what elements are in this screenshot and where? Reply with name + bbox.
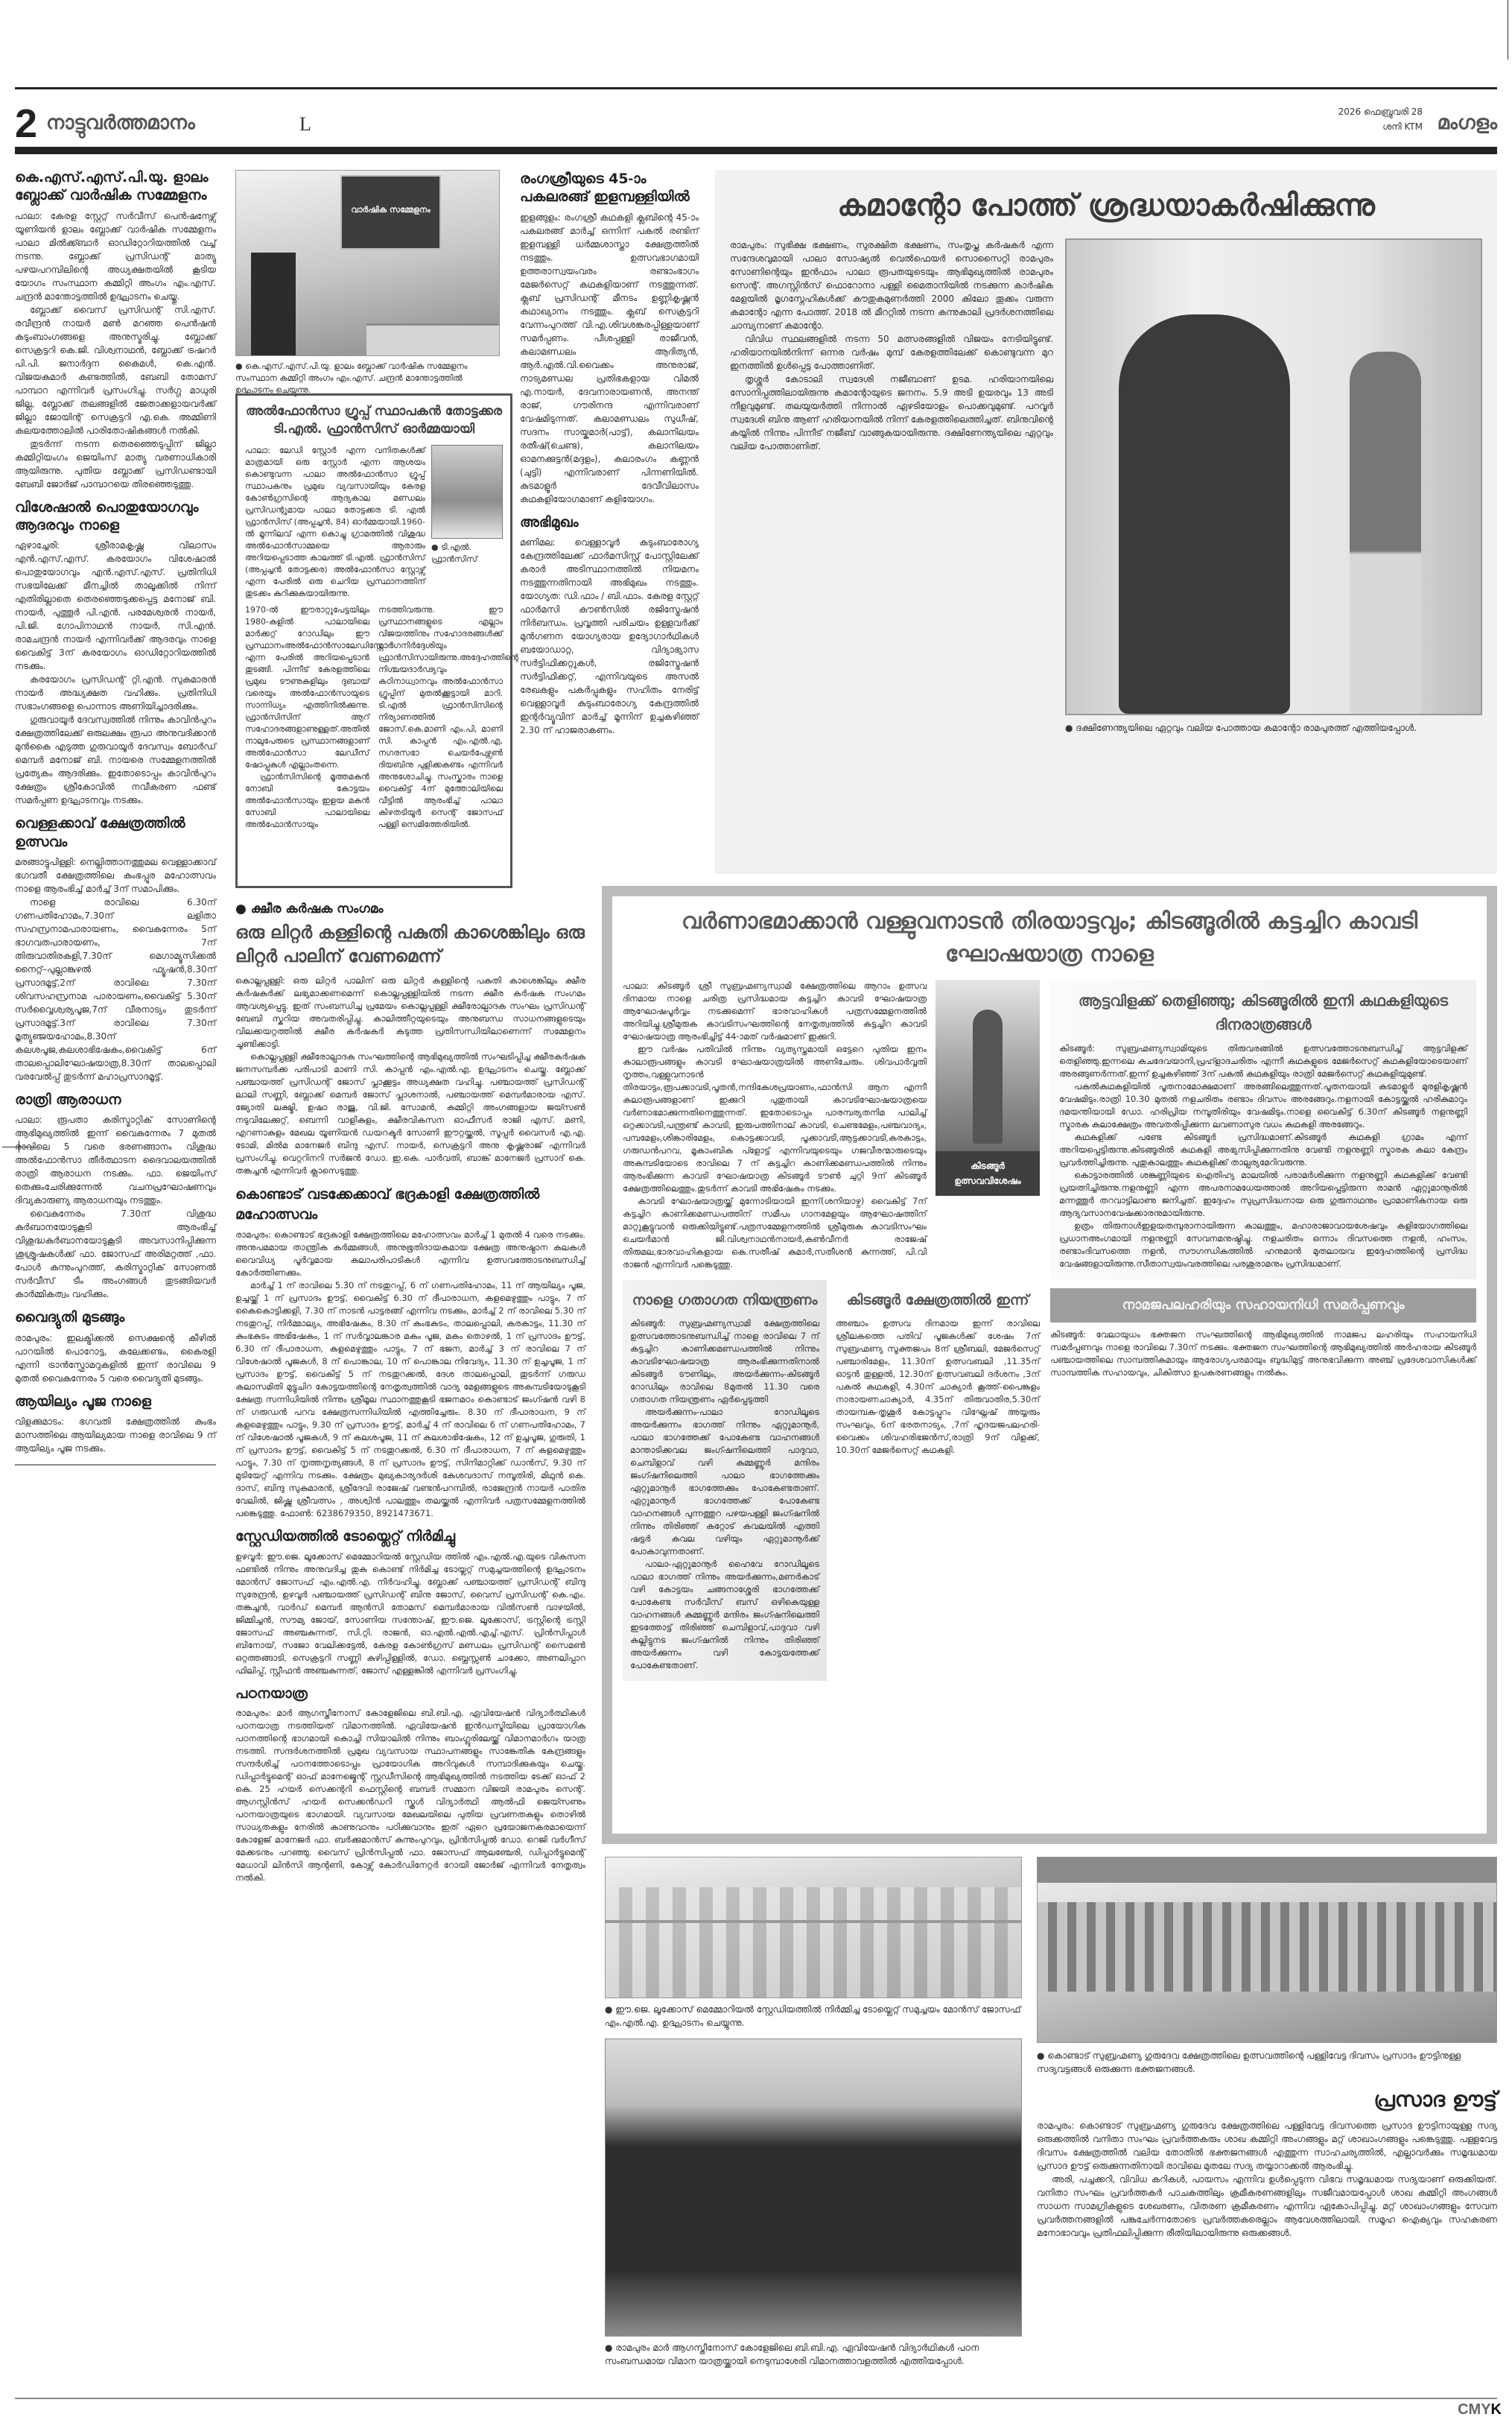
article-body (235, 1707, 585, 1884)
aattavilakku-box (1050, 980, 1476, 1279)
headline: പ്രസാദ ഊട്ട് (1373, 2087, 1497, 2112)
headline: ഒരു ലിറ്റർ കള്ളിന്റെ പകുതി കാശെങ്കിലും ഒരു ലിറ്റർ പാലിന് വേണമെന്ന് (235, 922, 585, 966)
buffalo-photo (1065, 238, 1482, 715)
meeting-photo (235, 170, 500, 356)
paragraph: അയർക്കുന്നം-പാലാ റോഡിലൂടെ അയർക്കുന്നം ഭാഗത്ത് നിന്നും ഏറ്റുമാനൂർ, പാലാ ഭാഗത്തേക്ക് പോകേണ്ട വാഹനങ്ങൾ മാന്താടിക്കവല ജംഗ്ഷനിലെത്തി പാദുവാ, ചെമ്പിളാവ് വഴി കുമ്മണ്ണൂർ മന്ദിരം ജംഗ്ഷനിലെത്തി പാലാ ഭാഗത്തേക്കും ഏറ്റുമാനൂർ ഭാഗത്തേക്കും പോകേണ്ടതാണ്. ഏറ്റുമാനൂർ ഭാഗത്തേക്ക് പോകേണ്ട വാഹനങ്ങൾ പുന്നത്തുറ പഴയപള്ളി ജംഗ്ഷനിൽ നിന്നും തിരിഞ്ഞ് കറ്റോട് കവലയിൽ എത്തി ഷട്ടർ കവല വഴിയും ഏറ്റുമാനൂർക്ക് പോകാവുന്നതാണ്. (630, 1407, 819, 1556)
edition-letter: L (299, 113, 311, 135)
deity-figure (973, 1010, 1003, 1144)
paragraph: തൃശ്ശൂർ കോടാലി സ്വദേശി നജീബാണ് ഉടമ. ഹരിയാനയിലെ സോനിപ്പത്തിലായിരുന്നു കമാന്റോയുടെ ജനനം. 5.9 അടി ഉയരവും 13 അടി നീളവുമുണ്ട്. തലയുയർത്തി നിന്നാൽ ഏഴടിയോളം പൊക്കവുമുണ്ട്. പറവൂർ സ്വദേശി ബിനു ആണ് ഹരിയാനയിൽ നിന്ന് കേരളത്തിലെത്തിച്ചത്. ബിനുവിന്റെ കയ്യിൽ നിന്നും പിന്നീട് നജീബ് വാങ്ങുകയായിരുന്നു. ദക്ഷിണേന്ത്യയിലെ ഏറ്റവും വലിയ പോത്താണിത്. (730, 374, 1053, 452)
kshethrathil-innu (836, 1280, 1040, 1681)
headline: കമാന്റോ പോത്ത് ശ്രദ്ധയാകർഷിക്കുന്നു (837, 189, 1375, 223)
paragraph: പാലാ: ലേഡി സ്റ്റോർ എന്ന വനിതകൾക്ക് മാത്രമായി ഒരു സ്റ്റോർ എന്ന ആശയം കൊണ്ടുവന്ന പാലാ അൽഫോൻസാ ഗ്രൂപ്പ് സ്ഥാപകനും പ്രമുഖ വ്യവസായിയും കേരള കോൺഗ്രസിന്റെ ആദ്യകാല മണ്ഡലം പ്രസിഡന്റുമായ പാലാ തോട്ടക്കര ടി. എൽ ഫ്രാൻസിസ് (അപ്പച്ചൻ, 84) ഓർമ്മയായി.1960-ൽ മൂന്നിലവ് എന്ന കൊച്ചു ഗ്രാമത്തിൽ വിശുദ്ധ അൽഫോൻസാമ്മയെ ആരാരും അറിയപ്പെടാത്ത കാലത്ത് ടി.എൽ. ഫ്രാൻസിസ് (അപ്പച്ചൻ തോട്ടക്കര) അൽഫോൻസാ സ്റ്റോഴ്സ് എന്ന പേരിൽ ഒരു ചെറിയ പ്രസ്ഥാനത്തിന് തുടക്കം കുറിക്കുകയായിരുന്നു. (245, 445, 425, 598)
article-body (630, 1317, 819, 1672)
article-body (245, 445, 425, 600)
portrait-photo (431, 445, 503, 539)
article-body (15, 209, 216, 491)
paragraph: കിടങ്ങൂർ: വേലായുധം ഭക്തജന സംഘത്തിന്റെ ആഭിമുഖ്യത്തിൽ നാമജപ ലഹരിയും സഹായനിധി സമർപ്പണവും നാളെ രാവിലെ 7.30ന് നടക്കും. ഭക്തജന സംഘത്തിന്റെ ആഭിമുഖ്യത്തിൽ അർഹരായ കിടങ്ങൂർ പഞ്ചായത്തിലെ സാമ്പത്തികമായും ആരോഗ്യപരമായും ബുദ്ധിമുട്ട് അനുഭവിക്കുന്ന അഞ്ച് പ്രദേശവാസികൾക്ക് സാമ്പത്തിക സഹായവും, ചികിത്സാ ഉപകരണങ്ങളും നൽകും. (1050, 1329, 1476, 1378)
paragraph: പാലാ: കിടങ്ങൂർ ശ്രീ സുബ്രഹ്മണ്യസ്വാമി ക്ഷേത്രത്തിലെ ആറാം ഉത്സവ ദിനമായ നാളെ ചരിത്ര പ്രസിദ്ധമായ കട്ടച്ചിറ കാവടി ഘോഷയാത്ര ആഘോഷപൂർവ്വം നടക്കുമെന്ന് ഭാരവാഹികൾ പത്രസമ്മേളനത്തിൽ അറിയിച്ചു.ശ്രീമുരുക കാവടിസംഘത്തിന്റെ നേതൃത്വത്തിൽ കട്ടച്ചിറ കാവടി ഘോഷയാത്ര ആരംഭിച്ചിട്ട് 44-ാമത് വർഷമാണ് ഇക്കുറി. (623, 981, 927, 1042)
commando-row (730, 238, 1482, 735)
paragraph: ഉത്രം തിരുനാൾഇളയതമ്പുരാനായിരുന്ന കാലത്തും, മഹാരാജാവായശേഷവും കളിയോഗത്തിലെ പ്രധാനഅംഗമായി നളനുണ്ണി സേവനമനുഷ്ഠിച്ചു. നളചരിതം ഒന്നാം ദിവസത്തെ നളൻ, ഹംസം, രണ്ടാംദിവസത്തെ നളൻ, സൗഗന്ധികത്തിൽ ഹനുമാൻ മുതലായവ ഇദ്ദേഹത്തിന്റെ പ്രസിദ്ധ വേഷങ്ങളായിരുന്നു.സീതാസ്വയംവരത്തിലെ പരശുരാമനും പ്രസിദ്ധമാണ്. (1059, 1220, 1467, 1269)
day-edition: ശനി KTM (1382, 121, 1423, 132)
headline: ആട്ടവിളക്ക് തെളിഞ്ഞു; കിടങ്ങൂരിൽ ഇനി കഥകളിയുടെ ദിനരാത്രങ്ങൾ (1078, 992, 1449, 1033)
paragraph: അരി, പച്ചക്കറി, വിവിധ കറികൾ, പായസം എന്നിവ ഉൾപ്പെടുന്ന വിഭവ സമൃദ്ധമായ സദ്യയാണ് ഒരുക്കിയത്. വനിതാ സംഘം പ്രവർത്തകർ പാചകത്തിലും ക്രമീകരണങ്ങളിലും സജീവമായപ്പോൾ ശാഖ കമ്മിറ്റി അംഗങ്ങൾ സാധന സാമഗ്രികളുടെ ശേഖരണം, വിതരണ ക്രമീകരണം എന്നിവ ഏകോപിപ്പിച്ചു. മറ്റ് ശാഖാംഗങ്ങളും സേവന പ്രവർത്തനങ്ങളിൽ പങ്കുചേർന്നതോടെ പ്രവർത്തകരെല്ലാം ആവേശത്തിലായി. സമൂഹ ഐക്യവും സഹകരണ മനോഭാവവും പ്രതിഫലിപ്പിക്കുന്ന രീതിയിലായിരുന്നു ഒരുക്കങ്ങൾ. (1037, 2173, 1497, 2238)
paragraph: വിളക്കുമാടം: ഭഗവതി ക്ഷേത്രത്തിൽ കുംഭം മാസത്തിലെ ആയില്യമായ നാളെ രാവിലെ 9 ന് ആയില്യം പൂജ നടക്കും. (15, 1416, 216, 1454)
article-body (836, 1317, 1040, 1457)
article-body (520, 211, 699, 506)
article-body (1059, 1042, 1467, 1270)
headline: വർണാഭമാക്കാൻ വള്ളുവനാടൻ തിരയാട്ടവും; കിടങ്ങൂരിൽ കട്ടച്ചിറ കാവടി ഘോഷയാത്ര നാളെ (682, 908, 1417, 967)
paragraph: കഥകളിക്ക് പണ്ടേ കിടങ്ങൂർ പ്രസിദ്ധമാണ്.കിടങ്ങൂർ കഥകളി ഗ്രാമം എന്ന് അറിയപ്പെട്ടിരുന്നു.കിടങ്ങൂരിൽ കഥകളി അഭ്യസിപ്പിക്കുന്നതിനു വേണ്ടി നളനുണ്ണി സ്മാരക കലാ കേന്ദ്രം പ്രവർത്തിച്ചിരുന്നു. പുതുകാലത്തും കഥകളിക്ക് താല്പര്യമേറിവരുന്നു. (1059, 1132, 1467, 1168)
commando-box (715, 170, 1497, 874)
paragraph: ഈ വർഷം പതിവിൽ നിന്നും വ്യത്യസ്തമായി ഒട്ടേറെ പുതിയ ഇനം കാലാരൂപങ്ങളും കാവടി ഘോഷയാത്രയിൽ അണിചേരും. ശിവപാർവ്വതി നൃത്തം,വള്ളുവനാടൻ തിരയാട്ടം,രൂപക്കാവടി,പൂതൻ,നന്ദികേശപ്രയാണം,ഫാൻസി ആന എന്നീ കലാരൂപങ്ങളാണ് ഇക്കുറി പുതുതായി കാവടിഘോഷയാത്രയെ വർണാഭമാക്കുന്നതിനെത്തുന്നത്. ഇതോടൊപ്പം പാരമ്പര്യതനിമ പാലിച്ച് ഒറ്റക്കാവടി,പന്ത്രണ്ട് കാവടി, ഇരുപത്തിനാല് കാവടി, ചെണ്ടമേളം,പഞ്ചവാദ്യം, പമ്പമേളം,ശിങ്കാരിമേളം, കൊട്ടക്കാവടി, പൂക്കാവടി,ആട്ടക്കാവടി,കരകാട്ടം, ഗരുഡൻപറവ, മൂകാംബിക പ്ളോട്ട് എന്നിവയുടെയും ഗജവീരന്മാരുടെയും അകമ്പടിയോടെ രാവിലെ 7 ന് കട്ടച്ചിറ കാണിക്കമണ്ഡപത്തിൽ നിന്നും ആരംഭിക്കുന്ന കാവടി ഘോഷയാത്ര കിടങ്ങൂർ ടൗൺ ചുറ്റി 9ന് കിടങ്ങൂർ ക്ഷേത്രത്തിലെത്തും.തുടർന്ന് കാവടി അഭിഷേകം നടക്കും. (623, 1044, 927, 1194)
article-rangasree (520, 170, 699, 506)
article-kondad (235, 1185, 585, 1520)
podium (251, 253, 296, 355)
headline: വെള്ളക്കാവ് ക്ഷേത്രത്തിൽ ഉത്സവം (15, 815, 185, 850)
meeting-photo-caption: ● കെ.എസ്.എസ്.പി.യു. ളാലം ബ്ലോക്ക് വാർഷിക സമ്മേളനം സംസ്ഥാന കമ്മിറ്റി അംഗം എം.എസ്. ചന്ദ്രൻ മാന്തോട്ടത്തിൽ ഉദ്ഘാടനം ചെയ്യുന്നു. (235, 361, 502, 396)
headline: കൊണ്ടാട് വടക്കേക്കാവ് ഭദ്രകാളി ക്ഷേത്രത്തിൽ മഹോത്സവം (235, 1186, 540, 1223)
paragraph: വൈകുന്നേരം 7.30ന് വിശുദ്ധ കുർബാനയോടുകൂടി ആരംഭിച്ച് വിശുദ്ധകുർബാനയോടുകൂടി അവസാനിപ്പിക്കുന്ന ശുശ്രൂഷകൾക്ക് ഫാ. ജോസഫ് അരിമറ്റത്ത് ,ഫാ. പോൾ കുന്നുംപുറത്ത്, കരിസ്മാറ്റിക് സോണൽ സർവീസ് ടീം അംഗങ്ങൾ തുടങ്ങിയവർ കാർമ്മികത്വം വഹിക്കും. (15, 1209, 216, 1300)
buffalo-caption: ● ദക്ഷിണേന്ത്യയിലെ ഏറ്റവും വലിയ പോത്തായ കമാന്റോ രാമപുരത്ത് എത്തിയപ്പോൾ. (1065, 721, 1482, 735)
kidangoor-lower-row (623, 1280, 1040, 1681)
paragraph: രാമപുരം: കൊണ്ടാട് സുബ്രഹ്മണ്യ ഗുരുദേവ ക്ഷേത്രത്തിലെ പള്ളിവേട്ട ദിവസത്തെ പ്രസാദ ഊട്ടിനായുള്ള സദ്യ ഒരുക്കത്തിൽ വനിതാ സംഘം പ്രവർത്തകരും ശാഖ കമ്മിറ്റി അംഗങ്ങളും മറ്റ് ശാഖാംഗങ്ങളും പങ്കെടുത്തു. പള്ളവേട്ട ദിവസം ക്ഷേത്രത്തിൽ വലിയ തോതിൽ ഭക്തജനങ്ങൾ എത്തുന്ന സാഹചര്യത്തിൽ, എല്ലാവർക്കും സമൃദ്ധമായ പ്രസാദ ഊട്ട് ഒരുക്കുന്നതിനായി രാവിലെ മുതലേ സദ്യ തയ്യാറാക്കൽ ആരംഭിച്ചു. (1037, 2120, 1497, 2171)
paragraph: കൊട്ടാരത്തിൽ ശങ്കുണ്ണിയുടെ ഐതിഹ്യ മാലയിൽ പരാമർശിക്കുന്ന നളനുണ്ണി കഥകളിക്ക് വേണ്ടി പ്രയത്നിച്ചിരുന്നു.നളനുണ്ണി എന്ന അപരനാമധേയത്താൽ അറിയപ്പെട്ടിരുന്ന രാമൻ ഏറ്റുമാനൂരിൽ മന്നത്തൂർ തറവാട്ടിലാണു ജനിച്ചത്. ഇദ്ദേഹം സുപ്രസിദ്ധനായ ഒരു ഗുരുനാഥനും പ്രാമാണികനായ ഒരു ആദ്യവസാനവേഷക്കാരനുമായിരുന്നു. (1059, 1170, 1467, 1218)
portrait-caption: ● ടി.എൽ. ഫ്രാൻസിസ് (431, 542, 503, 566)
brand-logo: മംഗളം (1437, 112, 1497, 134)
paragraph: കരയോഗം പ്രസിഡന്റ് റ്റി.എൻ. സുകുമാരൻ നായർ അദ്ധ്യക്ഷത വഹിക്കും. പ്രതിനിധി സഭാംഗങ്ങളെ പൊന്നാട അണിയിച്ചാദരിക്കും. (15, 674, 216, 712)
buffalo-column (1065, 238, 1482, 735)
kidangoor-box (612, 896, 1487, 1834)
headline: സ്റ്റേഡിയത്തിൽ ടോയ്ലെറ്റ് നിർമിച്ചു (235, 1528, 456, 1545)
paragraph: മരങ്ങാട്ടുപിള്ളി: നെല്ലിത്താനത്തുമല വെള്ളാക്കാവ് ഭഗവതീ ക്ഷേത്രത്തിലെ കുംഭപ്പൂര മഹോത്സവം നാളെ ആരംഭിച്ച് മാർച്ച് 3ന് സമാപിക്കും. (15, 856, 216, 894)
paragraph: ഫ്രാൻസിസിന്റെ മൂത്തമകൻ നോബി കോട്ടയം അൽഫോൻസായും ഇളയ മകൻ സോബി പാലായിലെ അൽഫോൻസായും നടത്തിവരുന്നു. ഈ പ്രസ്ഥാനങ്ങളുടെ എല്ലാം വിജയത്തിനും സഹോദരങ്ങൾക്ക് മാർഗനിർദ്ദേശിയും ഫ്രാൻസിസായിരുന്നു.അദ്ദേഹത്തിന്റെ നിശ്ചയദാർഢ്യവും കഠിനാധ്വാനവും അൽഫോൻസാ ഗ്രൂപ്പിന് മുതൽക്കൂട്ടായി മാറി. ടി.എൽ ഫ്രാൻസിസിന്റെ നിര്യാണത്തിൽ ജോസ്.കെ.മാണി എം.പി, മാണി സി. കാപ്പൻ എം.എൽ.എ, നഗരസഭാ ചെയർപേഴ്സൺ ദിയബിനു പുളിക്കകണ്ടം എന്നിവർ അനുശോചിച്ചു. സംസ്കാരം നാളെ വൈകിട്ട് 4ന് മുത്തോലിയിലെ വീട്ടിൽ ആരംഭിച്ച് പാലാ കിഴതടിയൂർ സെന്റ് ജോസഫ് പള്ളി സെമിത്തേരിയിൽ. (245, 604, 519, 829)
people-row (1038, 1902, 1496, 1992)
article-prasada (1037, 2086, 1497, 2240)
paragraph: പകൽകഥകളിയിൽ പൂതനാമോക്ഷമാണ് അരങ്ങിലെത്തുന്നത്.പൂതനയായി കുടമാളൂർ മുരളികൃഷ്ണൻ വേഷമിടും.രാത്രി 10.30 മുതൽ നളചരിതം രണ്ടാം ദിവസം അരങ്ങേറും.നളനായി കോട്ടയ്ക്കൽ ഹരികുമാറും ദമയന്തിയായി ഡോ. ഹരിപ്രിയ നമ്പൂതിരിയും വേഷമിടും.നാളെ വൈകിട്ട് 6.30ന് കിടങ്ങൂർ നളനുണ്ണി സ്മാരക കലാക്ഷേത്രം അവതരിപ്പിക്കുന്ന ലവണാസുര വധം കഥകളി അരങ്ങേറും. (1059, 1081, 1467, 1130)
portrait-column (431, 445, 503, 600)
paragraph: നാളെ രാവിലെ 6.30ന് ഗണപതിഹോമം,7.30ന് ലളിതാ സഹസ്രനാമപാരായണം, വൈകുന്നേരം 5ന് ഭാഗവതപാരായണം, 7ന് തിരുവാതിരകളി,7.30ന് മെഗാമ്യൂസിക്കൽ നൈറ്റ്–പുല്ലാങ്കുഴൽ ഫ്യൂഷൻ,8.30ന് പ്രസാദമൂട്ട്,2ന് രാവിലെ 7.30ന് ശിവസഹസ്രനാമ പാരായണം,വൈകിട്ട് 5.30ന് സർവ്വൈശ്വര്യപൂജ,7ന് വീരനാട്യം തുടർന്ന് പ്രസാദമൂട്ട്.3ന് രാവിലെ 7.30ന് മൃത്യുഞ്ജയഹോമം,8.30ന് കലശപൂജ,കലശാഭിഷേകം,വൈകിട്ട് 6ന് താലപ്പൊലിഘോഷയാത്ര,8.30ന് താലപ്പൊലി വരവേൽപ്പ് തുടർന്ന് മഹാപ്രസാദമൂട്ട്. (15, 896, 216, 1082)
paragraph: രാമപുരം: സുഭിക്ഷ ഭക്ഷണം, സുരക്ഷിത ഭക്ഷണം, സംതൃപ്ത കർഷകർ എന്ന സന്ദേശവുമായി പാലാ സോഷ്യൽ വെൽഫെയർ സൊസൈറ്റി രാമപുരം സോണിന്റെയും ഇൻഫാം പാലാ രൂപതയുടെയും ആഭിമുഖ്യത്തിൽ രാമപുരം സെന്റ്. അഗസ്റ്റിൻസ് ഫൊറോനാ പള്ളി മൈതാനിയിൽ നടക്കുന്ന കാർഷിക മേളയിൽ മൃഗസ്നേഹികൾക്ക് കൗതുകമുണർത്തി 2000 കിലോ തൂക്കം വരുന്ന കമാന്റോ എന്ന പോത്ത്. 2018 ൽ മീററ്റിൽ നടന്ന കന്നുകാലി പ്രദർശനത്തിലെ ചാമ്പ്യനാണ് കമാന്റോ. (730, 240, 1053, 331)
paragraph: വിവിധ സ്ഥലങ്ങളിൽ നടന്ന 50 മത്സരങ്ങളിൽ വിജയം നേടിയിട്ടുണ്ട്. ഹരിയാനയിൽനിന്ന് ഒന്നര വർഷം മുമ്പ് കേരളത്തിലേക്ക് കൊണ്ടുവന്ന മുറ ഇനത്തിൽ ഉൾപ്പെട്ട പോത്താണിത്. (730, 334, 1053, 371)
cmy-mark: CMY (1458, 2401, 1491, 2418)
paragraph: മാർച്ച് 1 ന് രാവിലെ 5.30 ന് നടതുറപ്പ്, 6 ന് ഗണപതിഹോമം, 11 ന് ആയില്യം പൂജ, ഉച്ചയ്ക്ക് 1 ന് പ്രസാദം ഊട്ട്, വൈകിട്ട് 6.30 ന് ദീപാരാധന, കളമെഴുത്തും പാട്ടും, 7 ന് കൈകൊട്ടിക്കളി, 7.30 ന് നാടൻ പാട്ടരങ്ങ് എന്നിവ നടക്കും, മാർച്ച് 2 ന് രാവിലെ 5.30 ന് നടതുറപ്പ്, നിർമ്മാല്യം, അഭിഷേകം, 8.30 ന് കുംഭകുടം, താലപ്പൊലി, കരകാട്ടം, 11.30 ന് കുംഭകുടം അഭിഷേകം, 1 ന് സർവ്വാലങ്കാര മകം പൂജ, മകം തൊഴൽ, 1 ന് പ്രസാദം ഊട്ട്, 6.30 ന് ദീപാരാധന, കളമെഴുത്തും പാട്ടും, 7 ന് ഭജന, മാർച്ച് 3 ന് രാവിലെ 7 ന് വിശേഷാൽ പൂജകൾ, 8 ന് പൊങ്കാല, 10 ന് പൊങ്കാല നിവേദ്യം, 11.30 ന് ഉച്ചപൂജ, 1 ന് പ്രസാദം ഊട്ട്, വൈകിട്ട് 5 ന് നടതുറക്കൽ, ദേശ താലപ്പൊലി, തുടർന്ന് ഗരുഡ കലാസമിതി മുട്ടുചിറ കോട്ടയത്തിന്റെ നേതൃത്വത്തിൽ വാദ്യ മേളങ്ങളുടെ അകമ്പടിയോടുകൂടി ക്ഷേത്ര സന്നിധിയിൽ നിന്നും ശ്രീമൂല സ്ഥാനത്തുകൂടി ഭജനമഠം കൊണ്ടാട് ജംഗ്ഷൻ വഴി 8 ന് ഗരുഡൻ പറവ ക്ഷേത്രസന്നിധിയിൽ എത്തിച്ചേരും. 8.30 ന് ദീപാരാധന, 9 ന് കളമെഴുത്തും പാട്ടും, 9.30 ന് പ്രസാദം ഊട്ട്, മാർച്ച് 4 ന് രാവിലെ 6 ന് ഗണപതിഹോമം, 7 ന് വിശേഷാൽ പൂജകൾ, 9 ന് കലശപൂജ, 11 ന് കലശാഭിഷേകം, 12 ന് ഉച്ചപൂജ, ഗുരുതി, 1 ന് പ്രസാദം ഊട്ട്, വൈകിട്ട് 5 ന് നടതുറക്കൽ, 6.30 ന് ദീപാരാധന, 7 ന് കളമെഴുത്തും പാട്ടും, 7.30 ന് നൃത്തനൃത്യങ്ങൾ, 8 ന് പ്രസാദം ഊട്ട്, സിനിമാറ്റിക്ക് ഡാൻസ്, 9.30 ന് മുടിയേറ്റ് എന്നിവ നടക്കും. ക്ഷേത്രം മുഖ്യകാര്യദർശി കേശവദാസ് നമ്പൂതിരി, മിഥുൻ കെ. ദാസ്, ബിന്ദു സുകുമാരൻ, ശ്രീദേവി രാജേഷ് വണ്ടൻപറമ്പിൽ, രാജേന്ദ്രൻ നായർ പാതിര വേലിൽ, ജിഷ്ണു ശ്രീവത്സം , അശ്വിൻ പാലത്തും തലയ്ക്കൽ എന്നിവർ പത്രസമ്മേളനത്തിൽ പങ്കെടുത്തു. ഫോൺ: 6238679350, 8921473671. (235, 1280, 585, 1519)
man-figure (1350, 352, 1421, 714)
paragraph: 1970-ൽ ഈരാറ്റുപേട്ടയിലും 1980-കളിൽ പാലായിലെ മാർക്കറ്റ് റോഡിലും ഈ പ്രസ്ഥാനംഅൽഫോൻസാലേഡിസ്റ്റോർ എന്ന പേരിൽ അറിയപ്പെടാൻ തുടങ്ങി. പിന്നീട് കേരളത്തിലെ പ്രമുഖ ടൗണുകളിലും ദുബായ് വരെയും അൽഫോൻസായുടെ സാന്നിധ്യം എത്തിനിൽക്കുന്നു. ഫ്രാൻസിസിന് ആറ് സഹോദരങ്ങളാണുള്ളത്.അതിൽ നാലുപേരുടെ പ്രസ്ഥാനങ്ങളാണ് അൽഫോൻസാ ലേഡീസ് ഷോപ്പുകൾ എല്ലാംതന്നെ. (245, 604, 394, 770)
kidangoor-side (1050, 980, 1476, 1681)
cmyk-color-bar (1458, 2401, 1502, 2419)
article-body (1050, 1328, 1476, 1379)
article-body (730, 238, 1053, 735)
paragraph: രാമപുരം: ഇലക്ട്രിക്കൽ സെക്ഷന്റെ കീഴിൽ പാറയിൽ പൊറോട്ട, കലേക്കണ്ടം, കൈരളി എന്നി ട്രാൻസ്ഫോമറുകളിൽ ഇന്ന് രാവിലെ 9 മുതൽ വൈകുന്നേരം 5 വരെ വൈദ്യുതി മുടങ്ങും. (15, 1332, 216, 1384)
article-body (15, 1415, 216, 1455)
kidangoor-grid (623, 980, 1476, 1681)
paragraph: തുടർന്ന് നടന്ന തെരഞ്ഞെടുപ്പിന് ജില്ലാ കമ്മിറ്റിയംഗം ജെയിംസ് മാത്യു വരണാധികാരി ആയിരുന്നു. പുതിയ ബ്ലോക്ക് പ്രസിഡണ്ടായി ബേബി ജോർജ് പാമ്പാറയെ തിരഞ്ഞെടുത്തു. (15, 438, 216, 490)
buffalo-figure (1119, 314, 1290, 714)
sadya-photo (1037, 1857, 1497, 2043)
article-body (235, 975, 585, 1177)
paragraph: കിടങ്ങൂർ: സുബ്രഹ്മണ്യസ്വാമി ക്ഷേത്രത്തിലെ ഉത്സവത്തോടനുബന്ധിച്ച് നാളെ രാവിലെ 7 ന് കട്ടച്ചിറ കാണിക്കമണ്ഡപത്തിൽ നിന്നും കാവടിഘോഷയാത്ര ആരംഭിക്കുന്നതിനാൽ കിടങ്ങൂർ ടൗണിലും, അയർക്കുന്നം-കിടങ്ങൂർ റോഡിലും രാവിലെ 8മുതൽ 11.30 വരെ ഗതാഗത നിയന്ത്രണം ഏർപ്പെടുത്തി (630, 1318, 819, 1404)
masthead-bar (15, 147, 1497, 154)
crowd (606, 1887, 1021, 1998)
kidangoor-photo-label: കിടങ്ങൂർ ഉത്സവവിശേഷം (936, 1151, 1040, 1196)
kidangoor-photo-column (936, 980, 1040, 1271)
airport-photo-caption: ● രാമപുരം മാർ ആഗസ്തീനോസ് കോളേജിലെ ബി.ബി.എ. ഏവിയേഷൻ വിദ്യാർഥികൾ പഠന സംബന്ധമായ വിമാന യാത്രയ്ക്കായി നെടുമ്പാശേരി വിമാനത്താവളത്തിൽ എത്തിയപ്പോൾ. (605, 2341, 1022, 2368)
paragraph: കാവടി ഘോഷയാത്രയ്ക്ക് മുന്നോടിയായി ഇന്ന്(ശനിയാഴ്ച) വൈകിട്ട് 7ന് കട്ടച്ചിറ കാണിക്കമണ്ഡപത്തിന് സമീപം ഗാനമേളയും ആഘോഷത്തിന് മാറ്റുകൂട്ടുവാൻ ഒരുക്കിയിട്ടുണ്ട്.പത്രസമ്മേളനത്തിൽ ശ്രീമുരുക കാവടിസംഘം ചെയർമാൻ ജി.വിശ്വനാഥൻനായർ,കൺവീനർ രാജേഷ് തിരുമല,ഭാരവാഹികളായ കെ.സതീഷ് കുമാർ,സതീശൻ കുന്നത്ത്, പി.വി രാജൻ എന്നിവർ പങ്കെടുത്തു. (623, 1196, 927, 1270)
article-body (235, 1550, 585, 1677)
obituary-box (235, 393, 519, 888)
masthead-top-rule (15, 87, 1497, 89)
kicker-text: ക്ഷീര കർഷക സംഗമം (250, 902, 384, 916)
headline: അൽഫോൻസാ ഗ്രൂപ്പ് സ്ഥാപകൻ തോട്ടക്കര ടി.എൽ. ഫ്രാൻസിസ് ഓർമ്മയായി (245, 404, 503, 437)
paragraph: മണിമല: വെള്ളാവൂർ കുടുംബാരോഗ്യ കേന്ദ്രത്തിലേക്ക് ഫാർമസിസ്റ്റ് പോസ്റ്റിലേക്ക് കരാർ അടിസ്ഥാനത്തിൽ നിയമനം നടത്തുന്നതിനായി അഭിമുഖം നടത്തും. യോഗ്യത: ഡി.ഫാം / ബി.ഫാം. കേരള സ്റ്റേറ്റ് ഫാർമസി കൗൺസിൽ രജിസ്ട്രേഷൻ നിർബന്ധം. പ്രവൃത്തി പരിചയം ഉള്ളവർക്ക് മുൻഗണന യോഗ്യരായ ഉദ്യോഗാർഥികൾ ബയോഡാറ്റ, വിദ്യാഭ്യാസ സർട്ടിഫിക്കറ്റുകൾ, രജിസ്ട്രേഷൻ സർട്ടിഫിക്കറ്റ്, എന്നിവയുടെ അസൽ രേഖകളും പകർപ്പുകളും സഹിതം നേരിട്ട് വെള്ളാവൂർ കുടുംബാരോഗ്യ കേന്ദ്രത്തിൽ ഇന്റർവ്യൂവിന് മാർച്ച് മൂന്നിന് ഉച്ചകഴിഞ്ഞ് 2.30 ന് ഹാജരാകണം. (520, 536, 699, 735)
k-mark: K (1490, 2401, 1502, 2418)
article-body (520, 536, 699, 737)
stadium-photo-caption: ● ഈ.ജെ. ലൂക്കോസ് മെമ്മോറിയൽ സ്റ്റേഡിയത്തിൽ നിർമ്മിച്ച ടോയ്ലെറ്റ് സമുച്ചയം മോൻസ് ജോസഫ് എം.എൽ.എ. ഉദ്ഘാടനം ചെയ്യുന്നു. (605, 2003, 1022, 2030)
kidangoor-main-row (623, 980, 1040, 1271)
article-padanayathra (235, 1685, 585, 1884)
headline: രംഗശ്രീയുടെ 45-ാം പകലരങ്ങ് ഇളമ്പള്ളിയിൽ (520, 171, 690, 206)
gathagatham-box (623, 1280, 827, 1681)
headline: കെ.എസ്.എസ്.പി.യു. ളാലം ബ്ലോക്ക് വാർഷിക സമ്മേളനം (15, 169, 209, 204)
article-body (15, 855, 216, 1083)
article-milk (235, 902, 585, 1177)
column-rule (15, 1464, 216, 1466)
article-body (235, 1229, 585, 1520)
article-kssp (15, 168, 216, 491)
paragraph: ഇളങ്ങുളം: രംഗശ്രീ കഥകളി ക്ലബിന്റെ 45-ാം പകലരങ്ങ് മാർച്ച് ഒന്നിന് പകൽ രണ്ടിന് ഇളമ്പള്ളി ധർമ്മശാസ്താ ക്ഷേത്രത്തിൽ നടത്തും. ഉത്സവഭാഗമായി ഉത്തരാസ്വയംവരം രണ്ടാംഭാഗം മേജർസെറ്റ് കഥകളിയാണ് നടത്തുന്നത്. ക്ലബ് പ്രസിഡന്റ് മീനടം ഉണ്ണികൃഷ്ണൻ കഥാഖ്യാനം നടത്തും. ക്ലബ് സെക്രട്ടറി വേന്നംപുറത്ത് വി.എ.ശിവശങ്കരപ്പിള്ളയാണ് സമർപ്പണം. പീശപ്പള്ളി രാജീവൻ, കലാമണ്ഡലം ആദിത്യൻ, ആർ.എൽ.വി.വൈക്കം അനുരാജ്, നാട്യമണ്ഡല പ്രതിഭകളായ വിമൽ എ.നായർ, ദേവനാരായണൻ, അനന്ത് രാജ്, ഗൗരിനന്ദ എന്നിവരാണ് വേഷമിടുന്നത്. കലാമണ്ഡലം സുധീഷ്, സദനം സായ്കുമാർ(പാട്ട്), കലാനിലയം രതീഷ്(ചെണ്ട), കലാനിലയം ഓമനക്കുട്ടൻ(മദ്ദളം), കലാരംഗം കണ്ണൻ (ചുട്ടി) എന്നിവരാണ് പിന്നണിയിൽ. കുടമാളൂർ ദേവീവിലാസം കഥകളിയോഗമാണ് കളിയോഗം. (520, 212, 699, 504)
meeting-banner: വാർഷിക സമ്മേളനം (340, 175, 441, 250)
kidangoor-photo (936, 980, 1040, 1151)
article-abhimukham (520, 513, 699, 737)
left-column (15, 168, 216, 1466)
article-body (1037, 2119, 1497, 2240)
paragraph: രാമപുരം: കൊണ്ടാട് ഭദ്രകാളി ക്ഷേത്രത്തിലെ മഹോത്സവം മാർച്ച് 1 മുതൽ 4 വരെ നടക്കും. അനുപമമായ താന്ത്രിക കർമ്മങ്ങൾ, അനുഭൂതിദായകമായ ക്ഷേത്ര അനുഷ്ഠാന കലകൾ വൈവിധ്യ പൂർവ്വമായ കലാപരിപാടികൾ എന്നിവ ഉത്സവത്തോടനുബന്ധിച്ച് കോർത്തിണക്കും. (235, 1229, 585, 1279)
article-rathri (15, 1091, 216, 1301)
article-body (623, 980, 927, 1271)
article-visheshal (15, 498, 216, 808)
paragraph: ഏഴാച്ചേരി: ശ്രീരാമകൃഷ്ണ വിലാസം എൻ.എസ്.എസ്. കരയോഗം വിശേഷാൽ പൊതുയോഗവും എൻ.എസ്.എസ്. പ്രതിനിധി സഭയിലേക്ക് മീനച്ചിൽ താലൂക്കിൽ നിന്ന് എതിരില്ലാതെ തെരഞ്ഞെടുക്കപ്പെട്ട മനോജ് ബി. നായർ, പുത്തൂർ പി.എൻ. പരമേശ്വരൻ നായർ, പി.ജി. ഗോപിനാഥൻ നായർ, സി.എൻ. രാമചന്ദ്രൻ നായർ എന്നിവർക്ക് ആദരവും നാളെ വൈകിട്ട് 3ന് കരയോഗം ഓഡിറ്റോറിയത്തിൽ നടക്കും. (15, 540, 216, 672)
paragraph: രാമപുരം: മാർ ആഗസ്തീനോസ് കോളേജിലെ ബി.ബി.എ. ഏവിയേഷൻ വിദ്യാർത്ഥികൾ പഠനയാത്ര നടത്തിയത് വിമാനത്തിൽ. ഏവിയേഷൻ ഇൻഡസ്ട്രിയിലെ പ്രായോഗിക പഠനത്തിന്റെ ഭാഗമായി കൊച്ചി സിയാലിൽ നിന്നും ബാംഗ്ലൂരിലേയ്ക്ക് വിമാനമാർഗം യാത്ര നടത്തി. സന്ദർശനത്തിൽ പ്രമുഖ വ്യവസായ സ്ഥാപനങ്ങളും സാങ്കേതിക കേന്ദ്രങ്ങളും സന്ദർശിച്ച് പഠനത്തോടൊപ്പം പ്രായോഗിക അറിവുകൾ സമ്പാദിക്കുകയും ചെയ്തു. ഡിപ്പാർട്ടുമെന്റ് ഓഫ് മാനേജ്മെന്റ് സ്റ്റഡീസിന്റെ ആഭിമുഖ്യത്തിൽ നടത്തിയ ടേക്ക് ഓഫ് 2 കെ. 25 ഹയർ സെക്കന്ററി ഫെസ്റ്റിന്റെ ബമ്പർ സമ്മാന വിജയി രാമപുരം സെന്റ്. ആഗസ്റ്റിൻസ് ഹയർ സെക്കൻഡറി സ്കൂൾ വിദ്യാർത്ഥി ആൽഫി ജെയ്സണും പഠനയാത്രയുടെ ഭാഗമായി. വ്യവസായ മേഖലയിലെ പുതിയ പ്രവണതകളും തൊഴിൽ സാധ്യതകളും നേരിൽ കാണുവാനും പഠിക്കുവാനും ഇത് ഏറെ പ്രയോജനകരമായെന്ന് കോളേജ് മാനേജർ ഫാ. ബർക്കുമാൻസ് കുന്നുംപുറവും, പ്രിൻസിപ്പൽ ഡോ. റെജി വർഗീസ് മേക്കടനും പറഞ്ഞു. വൈസ് പ്രിൻസിപ്പൽ ഫാ. ജോസഫ് ആലഞ്ചേരി, ഡിപ്പാർട്ടുമെന്റ് മേധാവി ലിൻസി ആന്റണി, കോഴ്സ് കോർഡിനേറ്റർ റോയി ജോർജ് എന്നിവർ നേതൃത്വം നൽകി. (235, 1707, 585, 1883)
article-body (15, 1331, 216, 1385)
sadya-photo-caption: ● കൊണ്ടാട് സുബ്രഹ്മണ്യ ഗുരുദേവ ക്ഷേത്രത്തിലെ ഉത്സവത്തിന്റെ പള്ളിവേട്ട ദിവസം പ്രസാദം ഊട്ടിനുള്ള സദ്യവട്ടങ്ങൾ ഒരുക്കുന്ന ഭക്തജനങ്ങൾ. (1037, 2049, 1497, 2076)
paragraph: കൊല്ലപ്പള്ളി: ഒരു ലിറ്റർ പാലിന് ഒരു ലിറ്റർ കള്ളിന്റെ പകുതി കാശെങ്കിലും ക്ഷീര കർഷകർക്ക് ലഭ്യമാക്കണമെന്ന് കൊല്ലപ്പള്ളിയിൽ നടന്ന ക്ഷീര കർഷക സംഗമം ആവശ്യപ്പെട്ടു. ഇത് സംബന്ധിച്ച പ്രമേയം കൊല്ലപ്പള്ളി ക്ഷീരോല്പാദക സംഘം പ്രസിഡന്റ് ബേബി സ്കറിയ അവതരിപ്പിച്ചു. കാലിത്തീറ്റയുടെയും അനുബന്ധ സാധനങ്ങളുടെയും വിലക്കയറ്റത്തിൽ ക്ഷീര കർഷകർ കടുത്ത പ്രതിസന്ധിയിലാണെന്ന് സമ്മേളനം ചൂണ്ടിക്കാട്ടി. (235, 975, 585, 1050)
paragraph: കൊല്ലപ്പള്ളി ക്ഷീരോല്പാദക സംഘത്തിന്റെ ആഭിമുഖ്യത്തിൽ സംഘടിപ്പിച്ച ക്ഷീരകർഷക ജനസമ്പർക്ക പരിപാടി മാണി സി. കാപ്പൻ എം.എൽ.എ. ഉദ്ഘാടനം ചെയ്തു. ബ്ലോക്ക് പഞ്ചായത്ത് പ്രസിഡന്റ് ജോസ് പ്ലാക്കൂട്ടം അധ്യക്ഷത വഹിച്ചു. പഞ്ചായത്ത് പ്രസിഡന്റ് ലാലി സണ്ണി, ബ്ലോക്ക് മെമ്പർ ജോസ് പ്ലാശനാൽ, പഞ്ചായത്ത് മെമ്പർമാരായ എസ്. ജ്യോതി ലക്ഷ്മി, ഉഷാ രാജു, വി.ജി. സോമൻ, കമ്മിറ്റി അംഗങ്ങളായ ജയ്സൺ നടുവിലേക്കുറ്റ്, ബെന്നി വാളികുളം, ക്ഷീരവികസന ഓഫീസർ രാജി എസ്. മണി, എറണാകുളം മേഖല യൂണിയൻ ഡയറക്ടർ സോണി ഈറ്റയ്ക്കൽ, സൂപ്പർ വൈസർ എ.എ. ടോമി, മിൽമ മാനേജർ ബിന്ദു എസ്. നായർ, സെക്രട്ടറി അനു കൃഷ്ണരാജ് എന്നിവർ പ്രസംഗിച്ചു. വെറ്ററിനറി സർജൻ ഡോ. ഇ.കെ. പാർവതി, ബാങ്ക് മാനേജർ പ്രസാദ് കെ. തങ്കച്ചൻ എന്നിവർ ക്ലാസെടുത്തു. (235, 1051, 585, 1176)
paragraph: ഗുരുവായൂർ ദേവസ്വത്തിൽ നിന്നും കാവിൻപുറം ക്ഷേത്രത്തിലേക്ക് ഒരുലക്ഷം രൂപാ അനുവദിക്കാൻ മുൻകൈ എടുത്ത ഗുരുവായൂർ ദേവസ്വം ബോർഡ് മെമ്പർ മനോജ് ബി. നായരെ സമ്മേളനത്തിൽ പ്രത്യേകം ആദരിക്കും. ഇതോടൊപ്പം കാവിൻപുറം ക്ഷേത്രം ശ്രീകോവിൽ നവീകരണ ഫണ്ട് സമർപ്പണ ഉദ്ഘാടനവും നടക്കും. (15, 715, 216, 806)
section-name: നാട്ടുവർത്തമാനം (46, 112, 195, 134)
headline: രാത്രി ആരാധന (15, 1091, 121, 1108)
article-body (245, 604, 519, 831)
center-right-column (520, 170, 699, 737)
article-body (15, 1113, 216, 1301)
page-number: 2 (15, 101, 38, 146)
paragraph: പാലാ: കേരള സ്റ്റേറ്റ് സർവീസ് പെൻഷനേഴ്സ് യൂണിയൻ ളാലം ബ്ലോക്ക് വാർഷിക സമ്മേളനം പാലാ മിൽക്ക്ബാർ ഓഡിറ്റോറിയത്തിൽ വച്ച് നടന്നു. ബ്ലോക്ക് പ്രസിഡന്റ് മാത്യു പഴയപറമ്പിലിന്റെ അധ്യക്ഷതയിൽ കൂടിയ യോഗം സംസ്ഥാന കമ്മിറ്റി അംഗം എം.എസ്. ചന്ദ്രൻ മാന്തോട്ടത്തിൽ ഉദ്ഘാടനം ചെയ്തു. (15, 210, 216, 302)
namajapa-bar: നാമജപലഹരിയും സഹായനിധി സമർപ്പണവും (1050, 1288, 1476, 1323)
kidangoor-frame (602, 886, 1497, 1844)
date-block (1338, 104, 1423, 134)
kidangoor-main (623, 980, 1040, 1681)
headline: അഭിമുഖം (520, 513, 579, 530)
headline: വൈദ്യുതി മുടങ്ങും (15, 1309, 125, 1326)
head-table (366, 323, 499, 355)
bullet-icon: ● (235, 902, 251, 916)
paragraph: ഉഴവൂർ: ഈ.ജെ. ലൂക്കോസ് മെമ്മോറിയൽ സ്റ്റേഡിയ ത്തിൽ എം.എൽ.എ.യുടെ വികസന ഫണ്ടിൽ നിന്നും അനുവദിച്ച തുക കൊണ്ട് നിർമിച്ച ടോയ്ലറ്റ് സമുച്ചയത്തിന്റെ ഉദ്ഘാടനം മോൻസ് ജോസഫ് എം.എൽ.എ. നിർവഹിച്ചു. ബ്ലോക്ക് പഞ്ചായത്ത് പ്രസിഡന്റ് ബിന്ദു സുരേന്ദ്രൻ, ഉഴവൂർ പഞ്ചായത്ത് പ്രസിഡന്റ് ബിനു ജോസ്, വൈസ് പ്രസിഡന്റ് കെ.എം. തങ്കച്ചൻ, വാർഡ് മെമ്പർ ആൻസി തോമസ് മെമ്പർമാരായ വിൽസൺ വാഴയിൽ, ജിമ്മിച്ചൻ, സൗമ്യ ജോയ്, സോണിയ സന്തോഷ്, ഈ.ജെ. ലൂക്കോസ്, ട്രസ്റ്റിന്റെ ട്രസ്റ്റി ജോസഫ് അഞ്ചകുന്നത്, സി.റ്റി. രാജൻ, ഓ.എൽ.എൽ.എച്ച്.എസ്. പ്രിൻസിപ്പാൾ ബിനോയ്, സജോ വേലിക്കട്ടേൽ, കേരള കോൺഗ്രസ് മണ്ഡലം പ്രസിഡന്റ് സൈമൺ ഒറ്റത്തങ്ങാടി, സെക്രട്ടറി സണ്ണി കുഴിപ്പിള്ളിൽ, ഡോ. ബ്ലെസ്സൺ ചാക്കോ, അണലിപ്പാറ ഫിലിപ്പ്, സ്റ്റീഫൻ അഞ്ചകുന്നത്, ജോസ് എള്ളങ്കിൽ എന്നിവർ പ്രസംഗിച്ചു. (235, 1550, 585, 1676)
article-stadium (235, 1527, 585, 1676)
headline: ആയില്യം പൂജ നാളെ (15, 1393, 151, 1410)
paragraph: അഞ്ചാം ഉത്സവ ദിനമായ ഇന്ന് രാവിലെ ശ്രീലകത്തെ പതിവ് പൂജകൾക്ക് ശേഷം 7ന് സുബ്രഹ്മണ്യ സൂക്തജപം 8ന് ശ്രീബലി, മേജർസെറ്റ് പഞ്ചാരിമേളം, 11.30ന് ഉത്സവബലി ,11.35ന് ഓട്ടൻ തുള്ളൽ, 12.30ന് ഉത്സവബലി ദർശനം ,3ന് പകൽ കഥകളി, 4.30ന് ചാക്യാർ കൂത്ത്-പൈങ്കുളം നാരായണചാക്യാർ, 4.35ന് തിരുവാതിര,5.30ന് തായമ്പക-തൃശൂർ കോട്ടപ്പുറം വിഘ്നേഷ് അയ്യരും സംഘവും, 6ന് ഭരതനാട്യം, ,7ന് ഹൃദയജപലഹരി-വൈക്കം ശിവഹരിഭജൻസ്,രാത്രി 9ന് വിളക്ക്, 10.30ന് മേജർസെറ്റ് കഥകളി. (836, 1318, 1040, 1455)
stadium-photo (605, 1857, 1022, 1998)
shed-roof (1038, 1857, 1496, 1883)
headline: വിശേഷാൽ പൊതുയോഗവും ആദരവും നാളെ (15, 498, 199, 533)
ribbon (606, 1920, 1021, 1923)
article-body (15, 539, 216, 807)
article-vellakkavu (15, 814, 216, 1083)
issue-date: 2026 ഫെബ്രുവരി 28 (1338, 107, 1423, 117)
obit-top-row (245, 445, 503, 600)
lower-center-column (235, 902, 585, 1884)
headline: കിടങ്ങൂർ ക്ഷേത്രത്തിൽ ഇന്ന് (846, 1292, 1029, 1308)
paragraph: ബ്ലോക്ക് വൈസ് പ്രസിഡന്റ് സി.എസ്. രവീന്ദ്രൻ നായർ മൺ മറഞ്ഞ പെൻഷൻ കുടുംബാംഗങ്ങളെ അനുസ്മരിച്ചു. ബ്ലോക്ക് സെക്രട്ടറി കെ.ജി. വിശ്വനാഥൻ, ബ്ലോക്ക് ട്രഷറർ പി.പി. ജനാർദ്ദന കൈമൾ, കെ.എൻ. വിജയകുമാർ കണ്ടത്തിൽ, ബേബി തോമസ് പാമ്പാറ എന്നിവർ പ്രസംഗിച്ചു. സർഗ്ഗ മാധുരി ജില്ല, ബ്ലോക്ക് തലങ്ങളിൽ ജേതാക്കളായവർക്ക് ജില്ലാ ജോയിന്റ് സെക്രട്ടറി എ.കെ. അമ്മിണി കലയത്തോലിൽ പാരിതോഷികങ്ങൾ നൽകി. (15, 304, 216, 436)
headline: പഠനയാത്ര (235, 1685, 308, 1702)
paragraph: പാലാ-ഏറ്റുമാനൂർ ഹൈവേ റോഡിലൂടെ പാലാ ഭാഗത്ത് നിന്നും അയർക്കുന്നം,മണർകാട് വഴി കോട്ടയം ചങ്ങനാശ്ശേരി ഭാഗത്തേക്ക് പോകേണ്ട സർവീസ് ബസ് ഒഴികെയുള്ള വാഹനങ്ങൾ കുമ്മണ്ണൂർ മന്ദിരം ജംഗ്ഷനിലെത്തി ഇടത്തോട്ട് തിരിഞ്ഞ് ചെമ്പിളാവ്,പാദുവാ വഴി കല്ലിട്ടുനട ജംഗ്ഷനിൽ നിന്നും തിരിഞ്ഞ് അയർക്കുന്നം വഴി കോട്ടയത്തേക്ക് പോകേണ്ടതാണ്. (630, 1559, 819, 1670)
paragraph: പാലാ: രൂപതാ കരിസ്മാറ്റിക് സോണിന്റെ ആഭിമുഖ്യത്തിൽ ഇന്ന് വൈകുന്നേരം 7 മുതൽ രാവിലെ 5 വരെ ഭരണങ്ങാനം വിശുദ്ധ അൽഫോൻസാ തീർത്ഥാടന ദൈവാലയത്തിൽ രാത്രി ആരാധന നടക്കും. ഫാ. ജെയിംസ് തെക്കുംചേരിക്കുന്നേൽ വചനപ്രഘോഷണവും ദിവ്യകാരുണ്യ ആരാധനയും നടത്തും. (15, 1115, 216, 1206)
kicker (235, 902, 585, 918)
airport-photo (605, 2039, 1022, 2337)
article-vaidyuthi (15, 1308, 216, 1384)
bottom-rule (15, 2398, 1497, 2399)
article-ayilyam (15, 1393, 216, 1455)
headline: നാളെ ഗതാഗത നിയന്ത്രണം (632, 1292, 818, 1308)
paragraph: കിടങ്ങൂർ: സുബ്രഹ്മണ്യസ്വാമിയുടെ തിരുവരങ്ങിൽ ഉത്സവത്തോടനുബന്ധിച്ച് ആട്ടവിളക്ക് തെളിഞ്ഞു.ഇന്നലെ കചദേവയാനി,പ്രഹ്ളാദചരിതം എന്നീ കഥകളുടെ മേജർസെറ്റ് കഥകളിയോടെയാണ് അരങ്ങുണർന്നത്.ഇന്ന് ഉച്ചകഴിഞ്ഞ് 3ന് പകൽ കഥകളിയും രാത്രി മേജർസെറ്റ് കഥകളിയുമുണ്ട്. (1059, 1043, 1467, 1079)
